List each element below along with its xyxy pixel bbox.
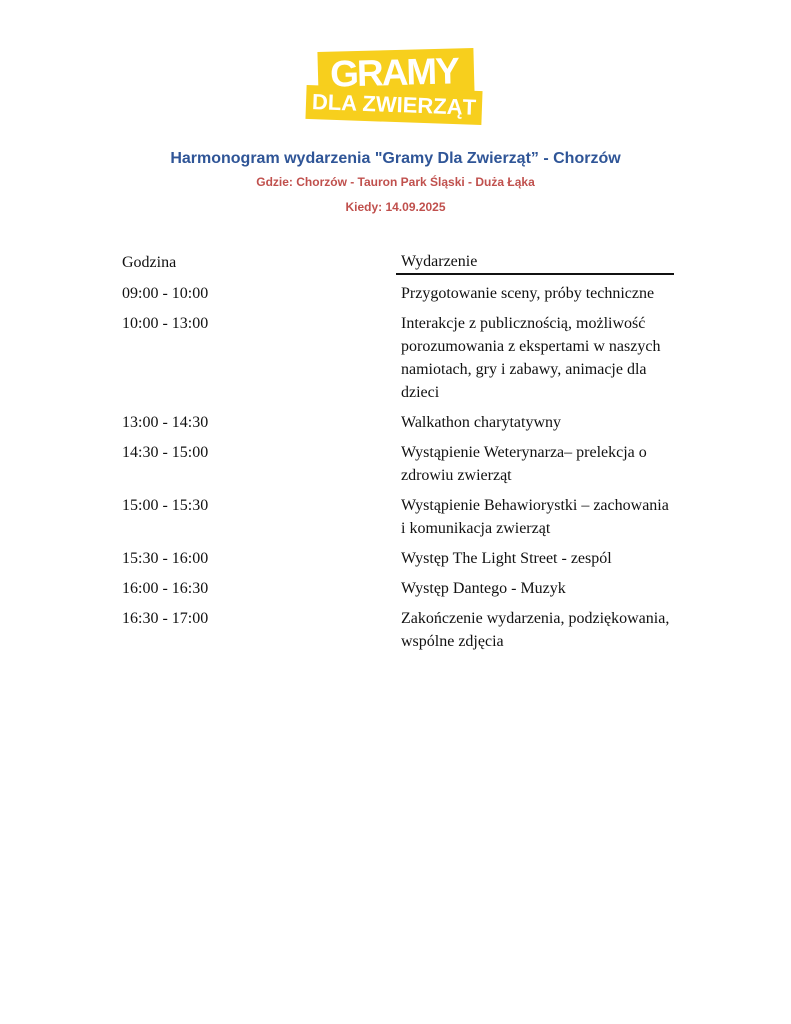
time-cell: 14:30 - 15:00 [122, 444, 209, 461]
time-cell: 09:00 - 10:00 [122, 285, 209, 302]
schedule-header-row [122, 250, 674, 275]
event-logo [306, 50, 482, 124]
event-cell: Występ Dantego - Muzyk [401, 580, 566, 597]
event-cell: Wystąpienie Behawiorystki – zachowania i komunikacja zwierząt [401, 497, 669, 537]
time-cell: 15:30 - 16:00 [122, 550, 209, 567]
event-cell: Walkathon charytatywny [401, 414, 561, 431]
table-row [122, 487, 674, 540]
time-cell: 13:00 - 14:30 [122, 414, 209, 431]
column-header-event: Wydarzenie [396, 250, 674, 275]
event-date: Kiedy: 14.09.2025 [345, 200, 446, 214]
table-row [122, 600, 674, 653]
page-title: Harmonogram wydarzenia "Gramy Dla Zwierząt” - Chorzów [170, 150, 621, 167]
event-cell: Wystąpienie Weterynarza– prelekcja o zdrowiu zwierząt [401, 444, 647, 484]
table-row [122, 305, 674, 404]
table-row [122, 434, 674, 487]
logo-text-line2: DLA ZWIERZĄT [311, 89, 477, 120]
event-cell: Interakcje z publicznością, możliwość porozumowania z ekspertami w naszych namiotach, gry i zabawy, animacje dla dzieci [401, 315, 661, 401]
column-header-time: Godzina [122, 254, 177, 271]
event-cell: Przygotowanie sceny, próby techniczne [401, 285, 655, 302]
event-cell: Występ The Light Street - zespól [401, 550, 612, 567]
time-cell: 10:00 - 13:00 [122, 315, 209, 332]
event-location: Gdzie: Chorzów - Tauron Park Śląski - Duża Łąka [256, 175, 535, 189]
table-row [122, 404, 674, 434]
time-cell: 15:00 - 15:30 [122, 497, 209, 514]
logo-text-line1: GRAMY [329, 50, 459, 95]
table-row [122, 540, 674, 570]
event-cell: Zakończenie wydarzenia, podziękowania, wspólne zdjęcia [401, 610, 670, 650]
schedule-table [122, 250, 674, 653]
table-row [122, 275, 674, 305]
time-cell: 16:30 - 17:00 [122, 610, 209, 627]
time-cell: 16:00 - 16:30 [122, 580, 209, 597]
table-row [122, 570, 674, 600]
